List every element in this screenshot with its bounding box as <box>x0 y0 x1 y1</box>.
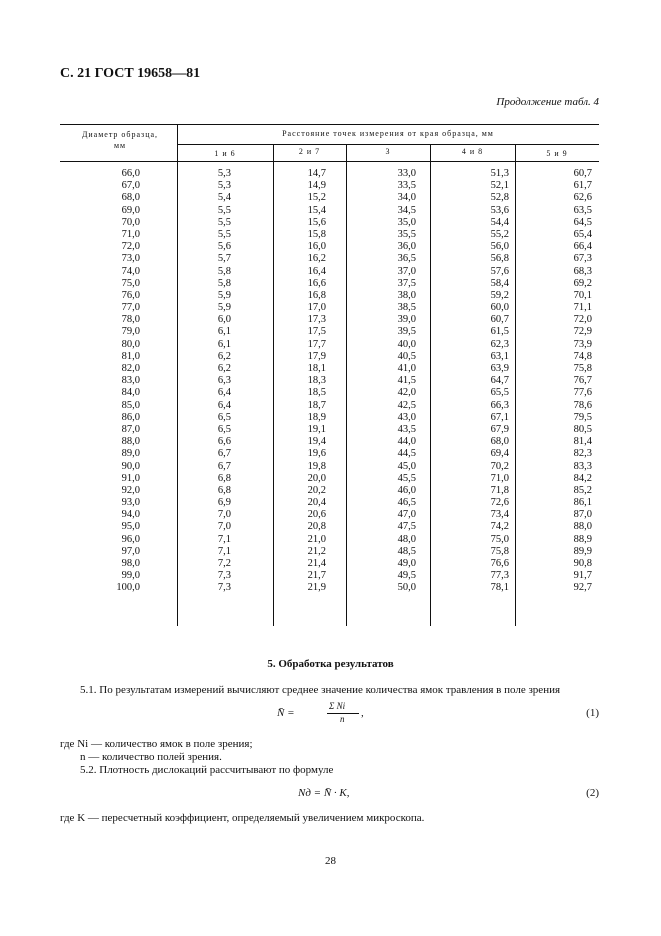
table-cell: 70,0 <box>121 216 140 228</box>
table-cell: 16,8 <box>307 289 326 301</box>
table-cell: 6,2 <box>217 350 231 362</box>
formula-1-lhs: N̄ = <box>277 707 295 719</box>
table-cell: 89,0 <box>121 448 140 460</box>
table-cell: 46,5 <box>397 497 416 509</box>
table-cell: 74,2 <box>490 521 509 533</box>
measurement-table <box>60 124 599 626</box>
table-cell: 66,0 <box>121 168 140 179</box>
table-cell: 71,1 <box>573 302 592 314</box>
subheader-col: 5 и 9 <box>546 149 568 158</box>
table-cell: 49,0 <box>397 558 416 569</box>
table-cell: 33,0 <box>397 168 416 179</box>
table-cell: 69,2 <box>573 277 592 289</box>
table-cell: 17,9 <box>307 350 326 362</box>
table-row <box>60 180 599 192</box>
table-cell: 79,5 <box>573 411 592 423</box>
table-cell: 15,2 <box>307 192 326 204</box>
table-cell: 7,2 <box>217 558 231 569</box>
table-cell: 39,5 <box>397 326 416 338</box>
table-cell: 16,0 <box>307 241 326 253</box>
table-cell: 37,5 <box>397 277 416 289</box>
table-cell: 35,0 <box>397 216 416 228</box>
table-cell: 60,7 <box>490 314 509 326</box>
table-row <box>60 497 599 509</box>
table-cell: 6,0 <box>217 314 231 326</box>
table-cell: 75,8 <box>490 545 509 557</box>
table-cell: 77,0 <box>121 302 140 314</box>
table-cell: 88,0 <box>121 436 140 448</box>
formula-1-comma: , <box>361 707 364 719</box>
table-cell: 72,0 <box>573 314 592 326</box>
table-row <box>60 436 599 448</box>
table-cell: 80,5 <box>573 423 592 435</box>
table-cell: 16,4 <box>307 265 326 277</box>
table-cell: 91,7 <box>573 570 592 582</box>
table-cell: 76,0 <box>121 289 140 301</box>
legend-k: где K — пересчетный коэффициент, определяемый увеличением микроскопа. <box>60 812 425 824</box>
table-cell: 67,9 <box>490 423 509 435</box>
table-cell: 63,5 <box>573 204 592 216</box>
table-cell: 72,6 <box>490 497 509 509</box>
table-cell: 69,0 <box>121 204 140 216</box>
table-cell: 38,5 <box>397 302 416 314</box>
table-cell: 6,3 <box>217 375 231 387</box>
table-cell: 33,5 <box>397 180 416 192</box>
table-cell: 77,3 <box>490 570 509 582</box>
table-cell: 20,8 <box>307 521 326 533</box>
table-cell: 45,0 <box>397 460 416 472</box>
table-cell: 5,7 <box>217 253 231 265</box>
table-cell: 47,5 <box>397 521 416 533</box>
table-cell: 58,4 <box>490 277 509 289</box>
table-cell: 6,5 <box>217 423 231 435</box>
table-top-rule <box>60 124 599 125</box>
subheader-col: 1 и 6 <box>214 149 236 158</box>
table-cell: 93,0 <box>121 497 140 509</box>
table-cell: 21,0 <box>307 533 326 545</box>
table-cell: 52,8 <box>490 192 509 204</box>
table-cell: 6,1 <box>217 326 231 338</box>
table-row <box>60 485 599 497</box>
table-cell: 7,1 <box>217 545 231 557</box>
table-cell: 89,9 <box>573 545 592 557</box>
table-cell: 97,0 <box>121 545 140 557</box>
table-cell: 71,0 <box>121 228 140 240</box>
table-row <box>60 168 599 180</box>
table-cell: 75,0 <box>490 533 509 545</box>
table-cell: 83,3 <box>573 460 592 472</box>
table-row <box>60 473 599 485</box>
table-cell: 84,0 <box>121 387 140 399</box>
table-cell: 87,0 <box>121 423 140 435</box>
table-cell: 96,0 <box>121 533 140 545</box>
table-cell: 19,8 <box>307 460 326 472</box>
table-cell: 6,7 <box>217 448 231 460</box>
table-cell: 98,0 <box>121 558 140 569</box>
table-cell: 86,0 <box>121 411 140 423</box>
table-cell: 5,8 <box>217 265 231 277</box>
table-cell: 91,0 <box>121 472 140 484</box>
table-cell: 6,4 <box>217 399 231 411</box>
table-cell: 45,5 <box>397 472 416 484</box>
table-row <box>60 278 599 290</box>
table-cell: 82,0 <box>121 363 140 374</box>
table-cell: 67,1 <box>490 411 509 423</box>
table-cell: 7,1 <box>217 533 231 545</box>
table-row <box>60 253 599 265</box>
table-cell: 16,6 <box>307 277 326 289</box>
table-body <box>60 168 599 595</box>
table-cell: 62,6 <box>573 192 592 204</box>
table-cell: 5,3 <box>217 180 231 192</box>
table-cell: 19,1 <box>307 423 326 435</box>
table-cell: 5,5 <box>217 204 231 216</box>
table-cell: 88,0 <box>573 521 592 533</box>
table-cell: 81,4 <box>573 436 592 448</box>
table-row <box>60 570 599 582</box>
subheader-col: 2 и 7 <box>298 147 321 156</box>
table-cell: 21,7 <box>307 570 326 582</box>
table-cell: 38,0 <box>397 289 416 301</box>
table-cell: 50,0 <box>397 582 416 594</box>
table-cell: 70,1 <box>573 289 592 301</box>
legend-ni: где Ni — количество ямок в поле зрения; <box>60 738 253 750</box>
table-cell: 78,1 <box>490 582 509 594</box>
subheader-col: 3 <box>385 147 391 156</box>
page-number: 28 <box>325 855 336 867</box>
table-cell: 34,0 <box>397 192 416 204</box>
paragraph-5-2: 5.2. Плотность дислокаций рассчитывают по формуле <box>80 764 334 776</box>
table-cell: 69,4 <box>490 448 509 460</box>
table-row <box>60 424 599 436</box>
table-cell: 53,6 <box>490 204 509 216</box>
table-row <box>60 582 599 594</box>
table-cell: 84,2 <box>573 472 592 484</box>
table-cell: 85,2 <box>573 484 592 496</box>
formula-1-number: (1) <box>586 707 599 719</box>
table-cell: 72,0 <box>121 241 140 253</box>
table-cell: 20,4 <box>307 497 326 509</box>
table-cell: 48,0 <box>397 533 416 545</box>
table-cell: 43,5 <box>397 423 416 435</box>
table-cell: 80,0 <box>121 338 140 350</box>
table-cell: 78,0 <box>121 314 140 326</box>
table-cell: 19,6 <box>307 448 326 460</box>
table-cell: 88,9 <box>573 533 592 545</box>
table-cell: 5,8 <box>217 277 231 289</box>
table-cell: 6,1 <box>217 338 231 350</box>
table-cell: 5,5 <box>217 216 231 228</box>
table-cell: 41,0 <box>397 363 416 374</box>
table-cell: 20,6 <box>307 509 326 521</box>
header-distance-group: Расстояние точек измерения от края образца, мм <box>282 129 494 138</box>
table-cell: 51,3 <box>490 168 509 179</box>
table-cell: 64,7 <box>490 375 509 387</box>
table-cell: 5,9 <box>217 302 231 314</box>
page-header: С. 21 ГОСТ 19658—81 <box>60 66 201 81</box>
table-cell: 54,4 <box>490 216 509 228</box>
table-cell: 7,0 <box>217 509 231 521</box>
header-diameter: Диаметр образца, мм <box>81 130 159 150</box>
table-cell: 20,0 <box>307 472 326 484</box>
table-cell: 56,8 <box>490 253 509 265</box>
table-cell: 36,5 <box>397 253 416 265</box>
table-cell: 19,4 <box>307 436 326 448</box>
table-cell: 7,3 <box>217 582 231 594</box>
table-cell: 14,7 <box>307 168 326 179</box>
table-cell: 44,5 <box>397 448 416 460</box>
table-cell: 68,0 <box>490 436 509 448</box>
table-cell: 18,3 <box>307 375 326 387</box>
table-cell: 66,3 <box>490 399 509 411</box>
table-header-bottom-rule <box>60 161 599 162</box>
table-cell: 52,1 <box>490 180 509 192</box>
table-cell: 78,6 <box>573 399 592 411</box>
table-cell: 63,9 <box>490 363 509 374</box>
table-cell: 6,8 <box>217 472 231 484</box>
table-cell: 76,6 <box>490 558 509 569</box>
table-cell: 73,4 <box>490 509 509 521</box>
table-cell: 92,0 <box>121 484 140 496</box>
table-cell: 71,8 <box>490 484 509 496</box>
table-cell: 17,3 <box>307 314 326 326</box>
table-cell: 90,8 <box>573 558 592 569</box>
table-row <box>60 192 599 204</box>
table-row <box>60 326 599 338</box>
table-cell: 20,2 <box>307 484 326 496</box>
table-cell: 7,0 <box>217 521 231 533</box>
section-title: 5. Обработка результатов <box>267 658 394 670</box>
table-cell: 7,3 <box>217 570 231 582</box>
table-cell: 67,3 <box>573 253 592 265</box>
table-cell: 85,0 <box>121 399 140 411</box>
table-cell: 6,4 <box>217 387 231 399</box>
table-cell: 74,0 <box>121 265 140 277</box>
table-cell: 46,0 <box>397 484 416 496</box>
table-continuation-label: Продолжение табл. 4 <box>496 96 599 108</box>
subheader-col: 4 и 8 <box>461 147 484 156</box>
table-row <box>60 509 599 521</box>
table-cell: 61,7 <box>573 180 592 192</box>
table-cell: 73,0 <box>121 253 140 265</box>
table-cell: 56,0 <box>490 241 509 253</box>
table-cell: 73,9 <box>573 338 592 350</box>
table-cell: 5,6 <box>217 241 231 253</box>
table-cell: 6,2 <box>217 363 231 374</box>
table-cell: 86,1 <box>573 497 592 509</box>
table-cell: 90,0 <box>121 460 140 472</box>
table-row <box>60 363 599 375</box>
table-cell: 62,3 <box>490 338 509 350</box>
table-cell: 6,5 <box>217 411 231 423</box>
table-cell: 66,4 <box>573 241 592 253</box>
table-row <box>60 400 599 412</box>
table-cell: 49,5 <box>397 570 416 582</box>
table-cell: 17,0 <box>307 302 326 314</box>
table-cell: 18,9 <box>307 411 326 423</box>
table-row <box>60 217 599 229</box>
table-cell: 16,2 <box>307 253 326 265</box>
table-row <box>60 314 599 326</box>
table-cell: 100,0 <box>116 582 140 594</box>
table-cell: 81,0 <box>121 350 140 362</box>
table-cell: 55,2 <box>490 228 509 240</box>
table-row <box>60 534 599 546</box>
table-cell: 15,6 <box>307 216 326 228</box>
table-cell: 48,5 <box>397 545 416 557</box>
table-cell: 34,5 <box>397 204 416 216</box>
table-cell: 76,7 <box>573 375 592 387</box>
table-cell: 21,4 <box>307 558 326 569</box>
table-cell: 42,0 <box>397 387 416 399</box>
table-cell: 59,2 <box>490 289 509 301</box>
table-cell: 92,7 <box>573 582 592 594</box>
table-cell: 21,9 <box>307 582 326 594</box>
table-cell: 5,5 <box>217 228 231 240</box>
table-cell: 82,3 <box>573 448 592 460</box>
table-cell: 71,0 <box>490 472 509 484</box>
table-row <box>60 521 599 533</box>
table-cell: 72,9 <box>573 326 592 338</box>
table-cell: 5,9 <box>217 289 231 301</box>
table-cell: 6,6 <box>217 436 231 448</box>
table-cell: 41,5 <box>397 375 416 387</box>
table-cell: 18,7 <box>307 399 326 411</box>
table-cell: 37,0 <box>397 265 416 277</box>
table-row <box>60 375 599 387</box>
table-row <box>60 205 599 217</box>
table-cell: 94,0 <box>121 509 140 521</box>
table-cell: 65,4 <box>573 228 592 240</box>
table-cell: 60,0 <box>490 302 509 314</box>
formula-1-numerator: Σ Ni <box>329 701 346 711</box>
table-row <box>60 339 599 351</box>
table-cell: 79,0 <box>121 326 140 338</box>
table-row <box>60 448 599 460</box>
table-cell: 77,6 <box>573 387 592 399</box>
formula-2-number: (2) <box>586 787 599 799</box>
table-cell: 6,8 <box>217 484 231 496</box>
table-cell: 60,7 <box>573 168 592 179</box>
legend-n: n — количество полей зрения. <box>80 751 222 763</box>
table-cell: 44,0 <box>397 436 416 448</box>
table-row <box>60 387 599 399</box>
table-cell: 18,1 <box>307 363 326 374</box>
formula-1-denominator: n <box>340 714 345 724</box>
table-cell: 35,5 <box>397 228 416 240</box>
table-cell: 87,0 <box>573 509 592 521</box>
table-row <box>60 351 599 363</box>
table-cell: 14,9 <box>307 180 326 192</box>
table-row <box>60 461 599 473</box>
table-cell: 39,0 <box>397 314 416 326</box>
table-cell: 5,3 <box>217 168 231 179</box>
table-cell: 21,2 <box>307 545 326 557</box>
table-cell: 61,5 <box>490 326 509 338</box>
table-cell: 42,5 <box>397 399 416 411</box>
table-cell: 64,5 <box>573 216 592 228</box>
table-cell: 15,4 <box>307 204 326 216</box>
table-row <box>60 266 599 278</box>
table-row <box>60 302 599 314</box>
table-row <box>60 241 599 253</box>
table-cell: 6,9 <box>217 497 231 509</box>
table-cell: 40,5 <box>397 350 416 362</box>
table-cell: 57,6 <box>490 265 509 277</box>
table-cell: 83,0 <box>121 375 140 387</box>
table-cell: 63,1 <box>490 350 509 362</box>
table-cell: 5,4 <box>217 192 231 204</box>
table-cell: 75,8 <box>573 363 592 374</box>
table-cell: 95,0 <box>121 521 140 533</box>
table-subheader-rule <box>177 144 599 145</box>
table-row <box>60 290 599 302</box>
table-row <box>60 229 599 241</box>
table-cell: 99,0 <box>121 570 140 582</box>
table-cell: 65,5 <box>490 387 509 399</box>
formula-2: Nд = N̄ · K, <box>298 787 350 799</box>
table-cell: 18,5 <box>307 387 326 399</box>
table-cell: 68,3 <box>573 265 592 277</box>
table-cell: 75,0 <box>121 277 140 289</box>
table-row <box>60 558 599 570</box>
table-cell: 15,8 <box>307 228 326 240</box>
table-cell: 17,7 <box>307 338 326 350</box>
table-cell: 74,8 <box>573 350 592 362</box>
table-cell: 6,7 <box>217 460 231 472</box>
table-cell: 68,0 <box>121 192 140 204</box>
table-cell: 17,5 <box>307 326 326 338</box>
table-cell: 70,2 <box>490 460 509 472</box>
table-cell: 47,0 <box>397 509 416 521</box>
table-cell: 43,0 <box>397 411 416 423</box>
table-row <box>60 412 599 424</box>
table-cell: 36,0 <box>397 241 416 253</box>
paragraph-5-1: 5.1. По результатам измерений вычисляют среднее значение количества ямок травления в поле зрения <box>80 684 561 696</box>
table-cell: 40,0 <box>397 338 416 350</box>
table-cell: 67,0 <box>121 180 140 192</box>
table-row <box>60 546 599 558</box>
